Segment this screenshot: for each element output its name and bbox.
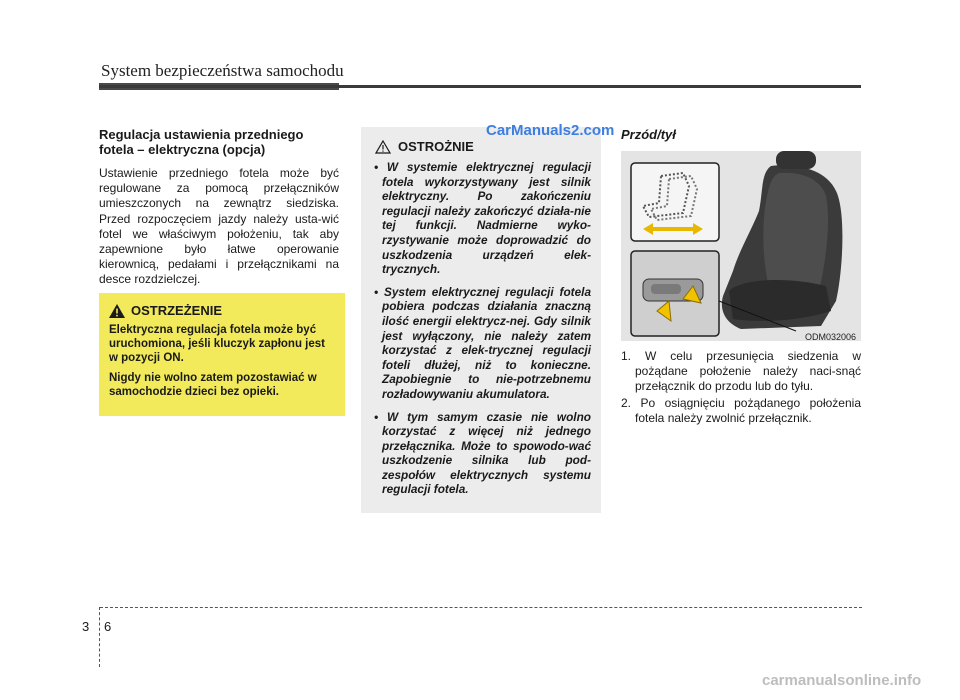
page-number: 6: [104, 619, 112, 634]
warning-heading: [109, 303, 336, 318]
caution-item: • System elektrycznej regulacji fotela pobiera podczas działania znaczną ilość energii elektrycz-nej. Gdy silnik jest wyłączony, nie należy zatem korzystać z elek-trycznej regulacji foteli dłużej, niż to konieczne. Zapobiegnie to nie-potrzebnemu rozładowywaniu akumulatora.: [374, 284, 591, 401]
warning-heading-text: OSTRZEŻENIE: [131, 303, 223, 318]
step-item: 2. Po osiągnięciu pożądanego położenia fotela należy zwolnić przełącznik.: [621, 396, 861, 425]
warning-paragraph: Nigdy nie wolno zatem pozostawiać w samochodzie dzieci bez opieki.: [109, 372, 317, 398]
caution-item: • W systemie elektrycznej regulacji fotela wykorzystywany jest silnik elektryczny. Po zakończeniu regulacji należy zakończyć działa-nie tej funkcji. Nadmierne wyko-rzystywanie może doprowadzić do uszkodzenia urządzeń elek-trycznych.: [374, 160, 591, 277]
subsection-title: Przód/tył: [621, 127, 676, 142]
caution-item: • W tym samym czasie nie wolno korzystać z więcej niż jednego przełącznika. Może to spowodo-wać uszkodzenie silnika lub pod-zespołów elektrycznych systemu regulacji fotela.: [374, 409, 591, 497]
section-title: Regulacja ustawienia przedniego fotela – elektryczna (opcja): [99, 127, 304, 157]
figure-code: ODM032006: [805, 332, 857, 342]
steps-list: [621, 349, 861, 428]
warning-box: [99, 293, 345, 416]
step-item: 1. W celu przesunięcia siedzenia w pożądane położenie należy naci-snąć przełącznik do przodu lub do tyłu.: [621, 349, 861, 393]
seat-illustration-svg: [621, 151, 861, 341]
footer-rule: [100, 607, 862, 608]
warning-triangle-icon: [109, 304, 125, 318]
seat-illustration: [621, 151, 861, 341]
caution-box: [361, 127, 601, 513]
footer-site-link[interactable]: carmanualsonline.info: [762, 672, 922, 689]
caution-heading: [371, 139, 591, 154]
caution-heading-text: OSTROŻNIE: [398, 139, 474, 154]
header-rule: [99, 85, 861, 88]
page-chapter: 3: [82, 619, 90, 634]
watermark-link[interactable]: CarManuals2.com: [486, 122, 615, 139]
section-body: Ustawienie przedniego fotela może być regulowane za pomocą przełączników umieszczonych na zewnątrz siedziska. Przed rozpoczęciem jazdy należy usta-wić fotel we właściwym położeniu, tak aby zapewnione było łatwe operowanie kierownicą, pedałami i przełącznikami na desce rozdzielczej.: [99, 166, 339, 287]
header-title: System bezpieczeństwa samochodu: [101, 61, 344, 80]
caution-triangle-icon: [375, 140, 391, 154]
caution-list: [371, 160, 591, 497]
warning-paragraph: Elektryczna regulacja fotela może być uruchomiona, jeśli kluczyk zapłonu jest w pozycji ON.: [109, 324, 325, 364]
footer-vertical-rule: [99, 607, 100, 667]
